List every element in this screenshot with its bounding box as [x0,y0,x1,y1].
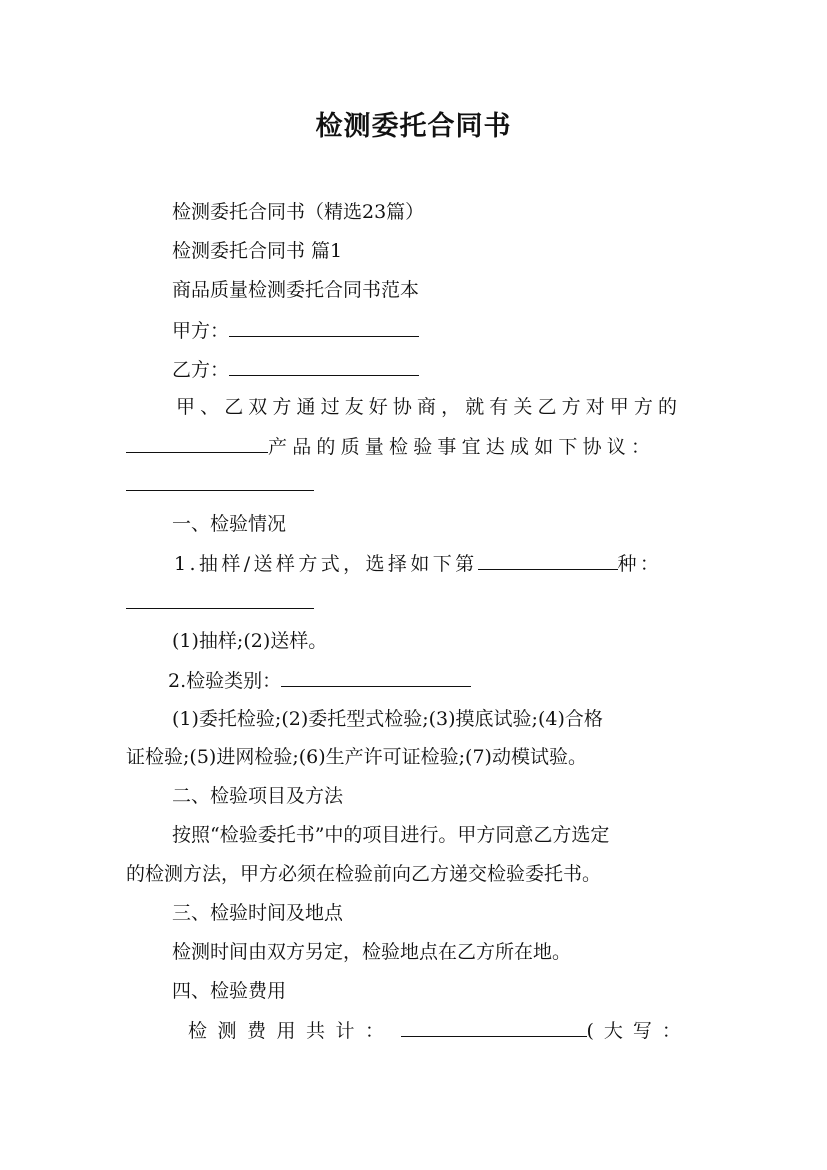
s1-heading: 一、检验情况 [172,513,287,535]
s1-item2-options-line-2: 证检验;(5)进网检验;(6)生产许可证检验;(7)动模试验。 [126,746,587,768]
s2-body-line-2: 的检测方法，甲方必须在检验前向乙方递交检验委托书。 [126,863,602,885]
s1-item1-options: (1)抽样;(2)送样。 [172,630,328,652]
s1-item1-prefix: 1.抽样/送样方式，选择如下第 [174,553,478,575]
s1-item2-options-line-1: (1)委托检验;(2)委托型式检验;(3)摸底试验;(4)合格 [172,708,603,730]
party-b-blank[interactable] [229,357,419,376]
s1-item1-suffix: 种： [617,553,663,575]
section-heading: 检测委托合同书 篇1 [172,240,343,262]
s4-fee-suffix: (大写： [586,1020,691,1042]
s2-heading: 二、检验项目及方法 [172,785,344,807]
sampling-option-blank[interactable] [126,590,314,609]
intro-line-2-suffix: 产品的质量检验事宜达成如下协议： [268,436,656,458]
party-a-line [172,318,419,343]
s3-body: 检测时间由双方另定，检验地点在乙方所在地。 [172,941,572,963]
s4-fee-line [188,1018,691,1043]
s1-item2-line [168,668,471,693]
intro-line-2 [126,434,655,459]
party-a-label: 甲方： [172,320,230,342]
s2-body-line-1: 按照“检验委托书”中的项目进行。甲方同意乙方选定 [172,824,610,846]
inspection-type-blank[interactable] [281,668,471,687]
s3-heading: 三、检验时间及地点 [172,902,344,924]
s4-fee-label: 检测费用共计： [188,1020,395,1042]
product-name-blank[interactable] [126,434,268,453]
intro-line-3 [126,472,314,497]
s4-heading: 四、检验费用 [172,980,287,1002]
document-subtitle: 检测委托合同书（精选23篇） [172,201,425,223]
party-b-line [172,357,419,382]
agreement-blank[interactable] [126,472,314,491]
s1-item1-line-2 [126,590,314,615]
intro-line-1: 甲、乙双方通过友好协商，就有关乙方对甲方的 [176,396,683,418]
party-b-label: 乙方： [172,359,230,381]
template-name: 商品质量检测委托合同书范本 [172,279,420,301]
s1-item2-label: 2.检验类别： [168,670,282,692]
sampling-method-blank[interactable] [478,551,618,570]
party-a-blank[interactable] [229,318,419,337]
document-title: 检测委托合同书 [315,111,512,142]
s1-item1-line [174,551,662,576]
fee-amount-blank[interactable] [401,1018,587,1037]
